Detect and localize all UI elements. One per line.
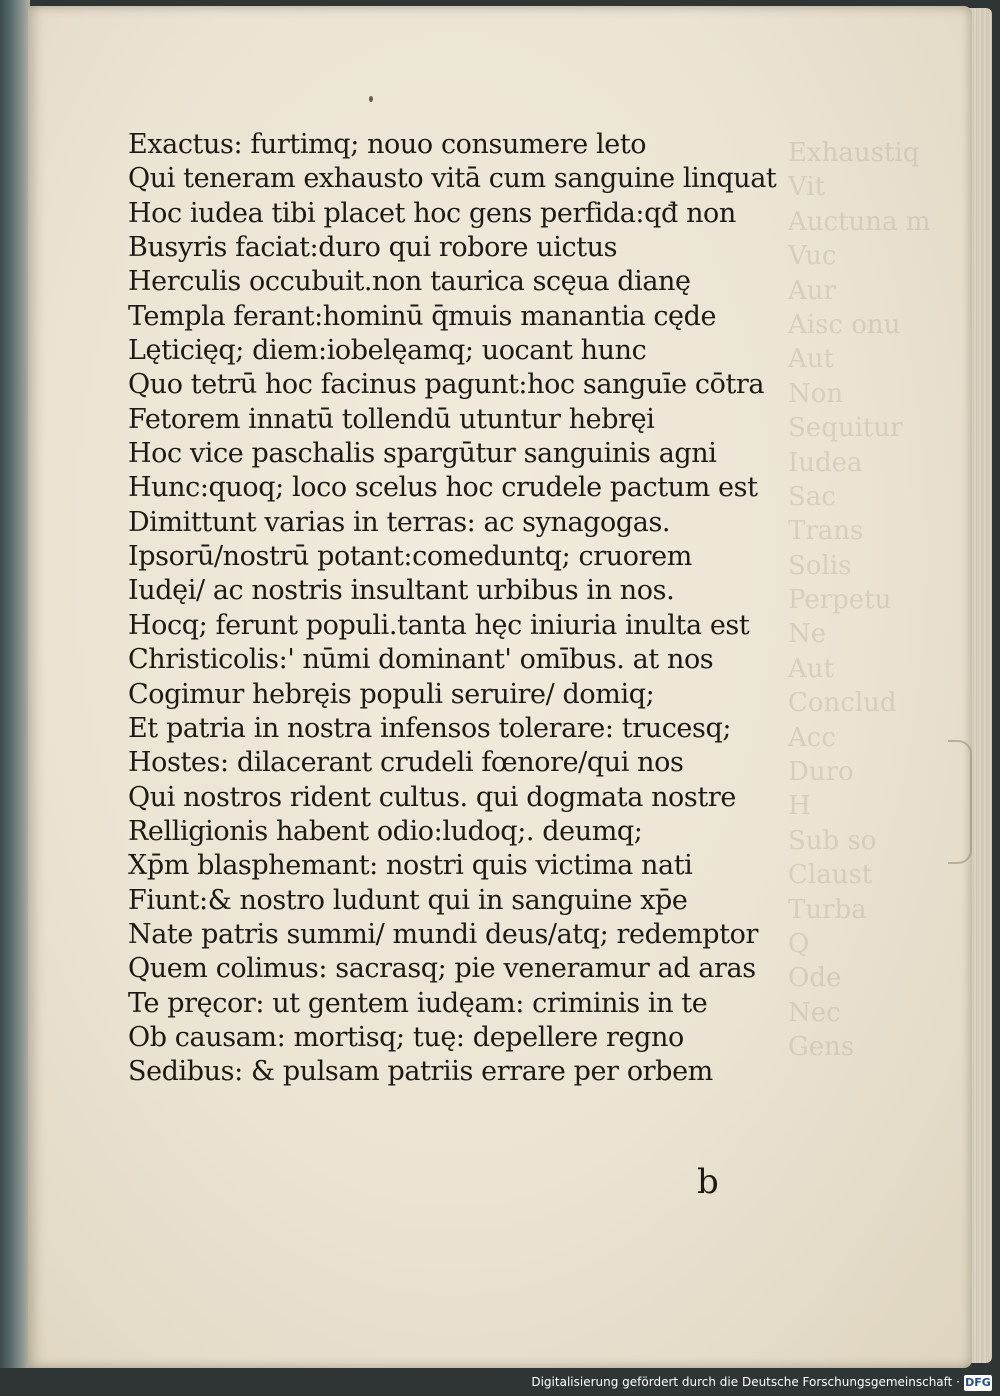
text-line: Sedibus: & pulsam patriis errare per orbem xyxy=(128,1056,713,1088)
text-line: Relligionis habent odio:ludoq;. deumq; xyxy=(128,815,643,847)
show-through-text: Exhaustiq Vit Auctuna m Vuc Aur Aisc onu Aut Non Sequitur Iudea Sac Trans Solis Perpetu Ne Aut Conclud Acc Duro H Sub so Claust Turba Q Ode Nec Gens xyxy=(788,138,931,1063)
text-line: Lęticięq; diem:iobelęamq; uocant hunc xyxy=(128,335,647,367)
signature-mark: b xyxy=(697,1162,719,1202)
text-line: Exactus: furtimq; nouo consumere leto xyxy=(128,129,647,160)
poem-text-block xyxy=(128,128,788,1090)
text-line: Cogimur hebręis populi seruire/ domiq; xyxy=(128,678,655,710)
page-clip xyxy=(948,740,972,864)
text-line: Te pręcor: ut gentem iudęam: criminis in te xyxy=(128,987,708,1019)
text-line: Iudęi/ ac nostris insultant urbibus in nos. xyxy=(128,575,675,607)
funding-credit: Digitalisierung gefördert durch die Deutsche Forschungsgemeinschaft · xyxy=(531,1375,960,1389)
text-line: Quem colimus: sacrasq; pie veneramur ad aras xyxy=(128,953,756,985)
text-line: Fiunt:& nostro ludunt qui in sanguine xp̄e xyxy=(128,884,688,916)
text-line: Hunc:quoq; loco scelus hoc crudele pactum est xyxy=(128,472,758,504)
text-line: Xp̄m blasphemant: nostri quis victima nati xyxy=(128,850,693,882)
text-line: Quo tetrū hoc facinus pagunt:hoc sanguīe cōtra xyxy=(128,369,765,401)
text-line: Herculis occubuit.non taurica scęua dianę xyxy=(128,266,691,298)
text-line: Dimittunt varias in terras: ac synagogas. xyxy=(128,506,671,538)
text-line: Fetorem innatū tollendū utuntur hebręi xyxy=(128,403,655,435)
text-line: Hocq; ferunt populi.tanta hęc iniuria inulta est xyxy=(128,609,750,641)
text-line: Ob causam: mortisq; tuę: depellere regno xyxy=(128,1021,684,1053)
text-line: Christicolis:' nūmi dominant' omībus. at nos xyxy=(128,644,714,676)
footer-bar xyxy=(0,1368,1000,1396)
dfg-logo-icon: DFG xyxy=(965,1376,991,1389)
ink-mark xyxy=(369,96,373,102)
text-line: Hoc vice paschalis spargūtur sanguinis agni xyxy=(128,438,717,470)
text-line: Ipsorū/nostrū potant:comeduntq; cruorem xyxy=(128,541,692,573)
text-line: Busyris faciat:duro qui robore uictus xyxy=(128,232,618,264)
text-line: Templa ferant:hominū q̄muis manantia cęde xyxy=(128,300,717,332)
text-line: Qui nostros rident cultus. qui dogmata nostre xyxy=(128,781,736,813)
text-line: Hoc iudea tibi placet hoc gens perfida:qđ non xyxy=(128,197,736,229)
text-line: Nate patris summi/ mundi deus/atq; redemptor xyxy=(128,918,758,950)
book-binding-edge xyxy=(0,0,30,1396)
text-line: Hostes: dilacerant crudeli fœnore/qui nos xyxy=(128,747,684,779)
text-line: Et patria in nostra infensos tolerare: trucesq; xyxy=(128,712,732,744)
text-line: Qui teneram exhausto vitā cum sanguine linquat xyxy=(128,163,777,195)
